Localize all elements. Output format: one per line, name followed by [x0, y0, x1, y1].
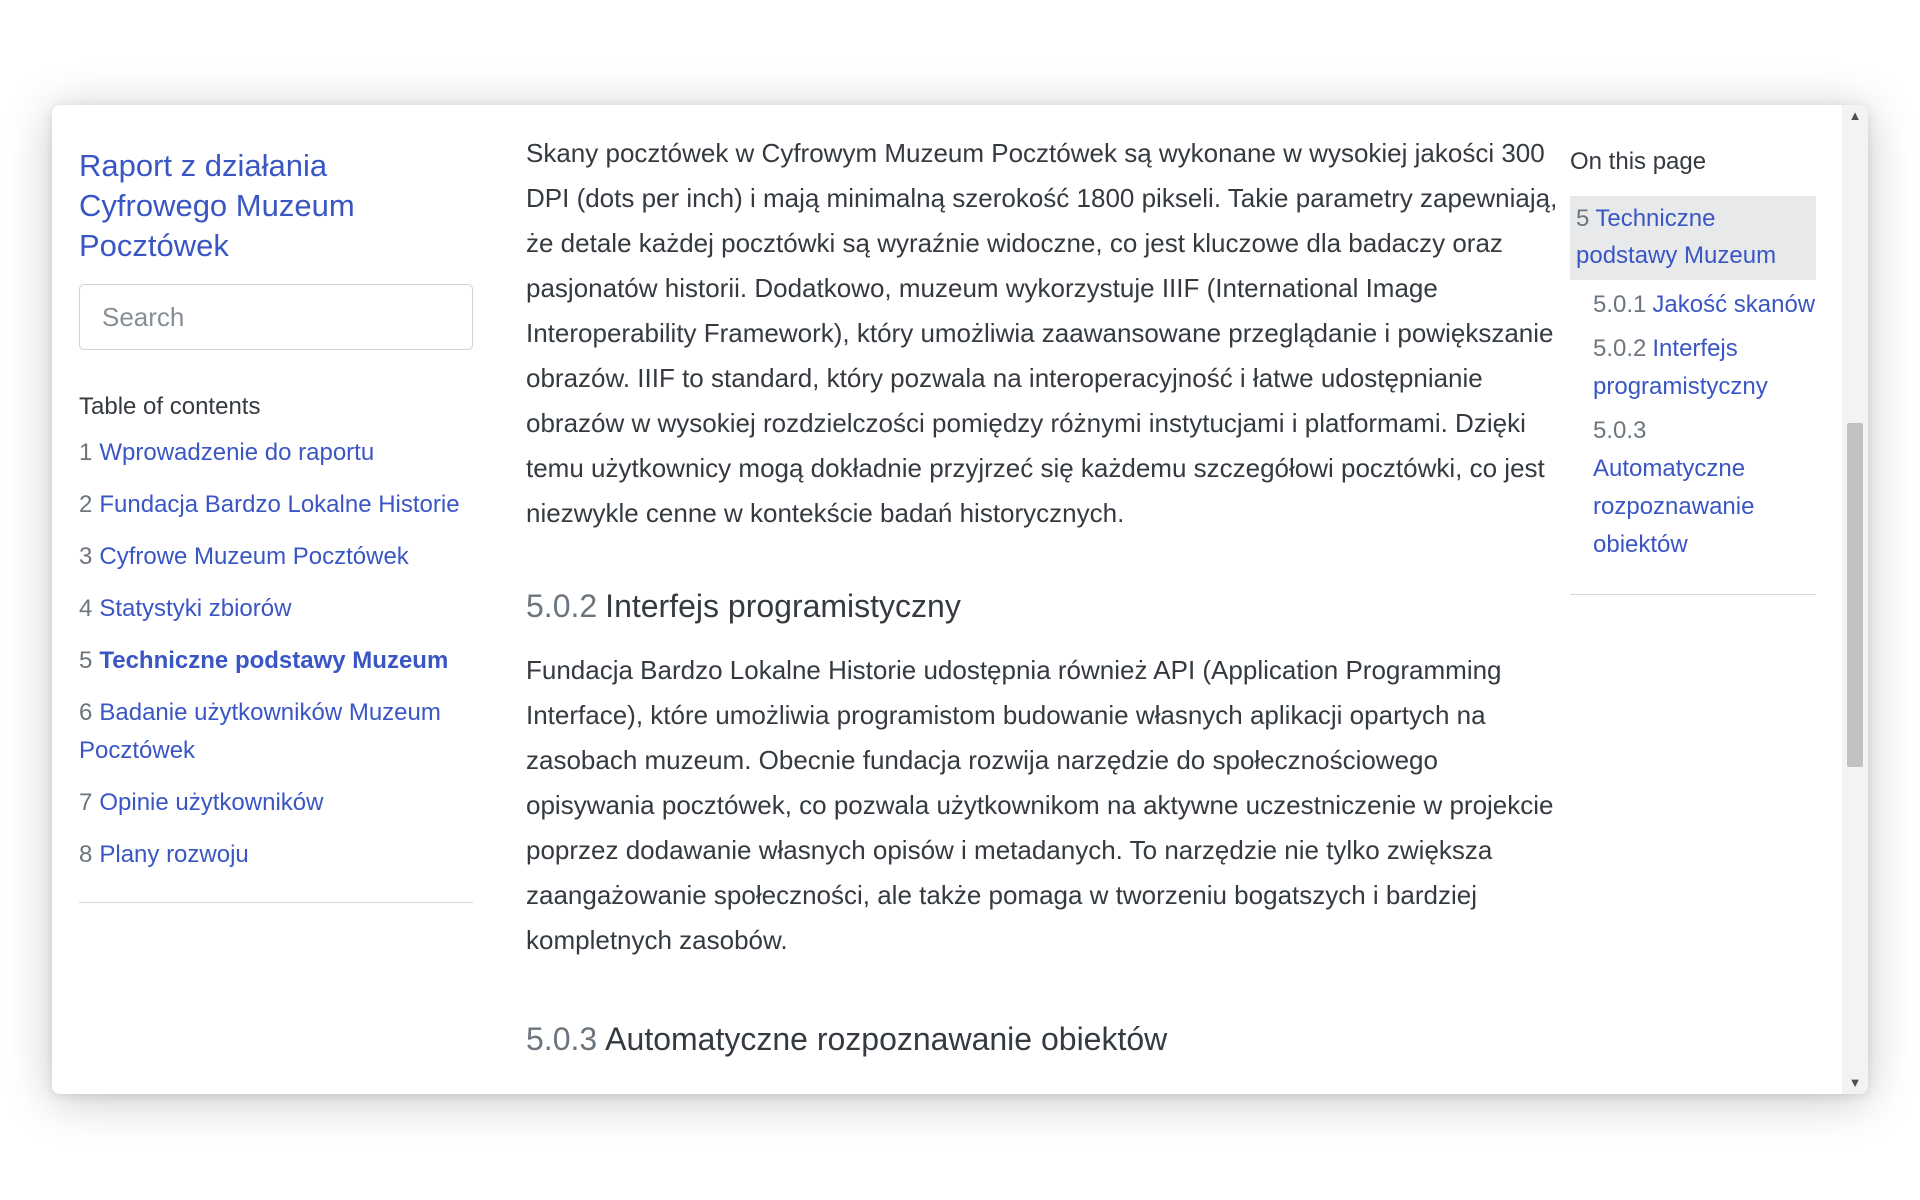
rtoc-link[interactable]: Interfejs programistyczny [1593, 335, 1768, 400]
toc-number: 5 [79, 647, 93, 674]
rtoc-number: 5.0.2 [1593, 335, 1647, 362]
on-this-page-divider [1570, 594, 1816, 595]
on-this-page-item-jakosc[interactable] [1570, 286, 1816, 324]
toc-link[interactable]: Wprowadzenie do raportu [99, 439, 375, 466]
section-title: Automatyczne rozpoznawanie obiektów [605, 1021, 1168, 1057]
section-heading-rozpoznawanie [526, 1019, 1566, 1059]
rtoc-link[interactable]: Techniczne podstawy Muzeum [1576, 205, 1777, 269]
toc-item-3[interactable] [79, 538, 473, 576]
toc-link[interactable]: Opinie użytkowników [99, 789, 324, 816]
book-title-link[interactable]: Raport z działania Cyfrowego Muzeum Pocztówek [79, 148, 355, 263]
toc-item-4[interactable] [79, 590, 473, 628]
rtoc-link[interactable]: Jakość skanów [1652, 291, 1816, 318]
toc-item-5-active[interactable] [79, 642, 473, 680]
paragraph-api: Fundacja Bardzo Lokalne Historie udostępnia również API (Application Programming Interface), które umożliwia programistom budowanie własnych aplikacji opartych na zasobach muzeum. Obecnie fundacja rozwija narzędzie do społecznościowego opisywania pocztówek, co pozwala użytkownikom na aktywne uczestniczenie w projekcie poprzez dodawanie własnych opisów i metadanych. To narzędzie nie tylko zwiększa zaangażowanie społeczności, ale także pomaga w tworzeniu bogatszych i bardziej kompletnych zasobów. [526, 655, 1554, 955]
toc-number: 3 [79, 543, 93, 570]
toc-item-7[interactable] [79, 784, 473, 822]
rtoc-link[interactable]: Automatyczne rozpoznawanie obiektów [1593, 455, 1755, 558]
toc-list [79, 434, 473, 874]
on-this-page [1570, 105, 1816, 595]
on-this-page-active-item[interactable] [1570, 196, 1816, 280]
on-this-page-item-interfejs[interactable] [1570, 330, 1816, 406]
toc-item-1[interactable] [79, 434, 473, 472]
rtoc-number: 5.0.3 [1593, 417, 1647, 444]
sidebar-divider [79, 902, 473, 903]
toc-number: 4 [79, 595, 93, 622]
page-content [52, 105, 1842, 1094]
scroll-down-icon[interactable]: ▼ [1848, 1075, 1862, 1090]
toc-number: 2 [79, 491, 93, 518]
toc-item-6[interactable] [79, 694, 473, 770]
rtoc-number: 5 [1576, 205, 1590, 232]
search-input[interactable] [79, 284, 473, 350]
section-title: Interfejs programistyczny [605, 588, 961, 624]
section-number: 5.0.2 [526, 588, 598, 624]
scrollbar-thumb[interactable] [1847, 423, 1863, 767]
toc-number: 7 [79, 789, 93, 816]
toc-link[interactable]: Fundacja Bardzo Lokalne Historie [99, 491, 460, 518]
browser-window [52, 105, 1868, 1094]
on-this-page-item-rozpoznawanie[interactable] [1570, 412, 1816, 564]
article-content [526, 105, 1566, 1081]
toc-link[interactable]: Cyfrowe Muzeum Pocztówek [99, 543, 409, 570]
toc-link[interactable]: Statystyki zbiorów [99, 595, 292, 622]
sidebar [79, 105, 473, 903]
rtoc-number: 5.0.1 [1593, 291, 1647, 318]
scroll-up-icon[interactable]: ▲ [1848, 108, 1862, 123]
toc-number: 6 [79, 699, 93, 726]
on-this-page-heading: On this page [1570, 148, 1707, 175]
toc-link[interactable]: Plany rozwoju [99, 841, 249, 868]
vertical-scrollbar[interactable] [1842, 105, 1868, 1094]
toc-heading: Table of contents [79, 393, 261, 420]
toc-number: 8 [79, 841, 93, 868]
toc-number: 1 [79, 439, 93, 466]
toc-link[interactable]: Techniczne podstawy Muzeum [99, 647, 449, 674]
paragraph-scan-quality: Skany pocztówek w Cyfrowym Muzeum Pocztówek są wykonane w wysokiej jakości 300 DPI (dots per inch) i mają minimalną szerokość 1800 pikseli. Takie parametry zapewniają, że detale każdej pocztówki są wyraźnie widoczne, co jest kluczowe dla badaczy oraz pasjonatów historii. Dodatkowo, muzeum wykorzystuje IIIF (International Image Interoperability Framework), który umożliwia zaawansowane przeglądanie i powiększanie obrazów. IIIF to standard, który pozwala na interoperacyjność i łatwe udostępnianie obrazów w wysokiej rozdzielczości pomiędzy różnymi instytucjami i platformami. Dzięki temu użytkownicy mogą dokładnie przyjrzeć się każdemu szczegółowi pocztówki, co jest niezwykle cenne w kontekście badań historycznych. [526, 138, 1558, 528]
section-heading-interfejs [526, 586, 1566, 626]
toc-link[interactable]: Badanie użytkowników Muzeum Pocztówek [79, 699, 441, 764]
section-number: 5.0.3 [526, 1021, 598, 1057]
toc-item-8[interactable] [79, 836, 473, 874]
toc-item-2[interactable] [79, 486, 473, 524]
